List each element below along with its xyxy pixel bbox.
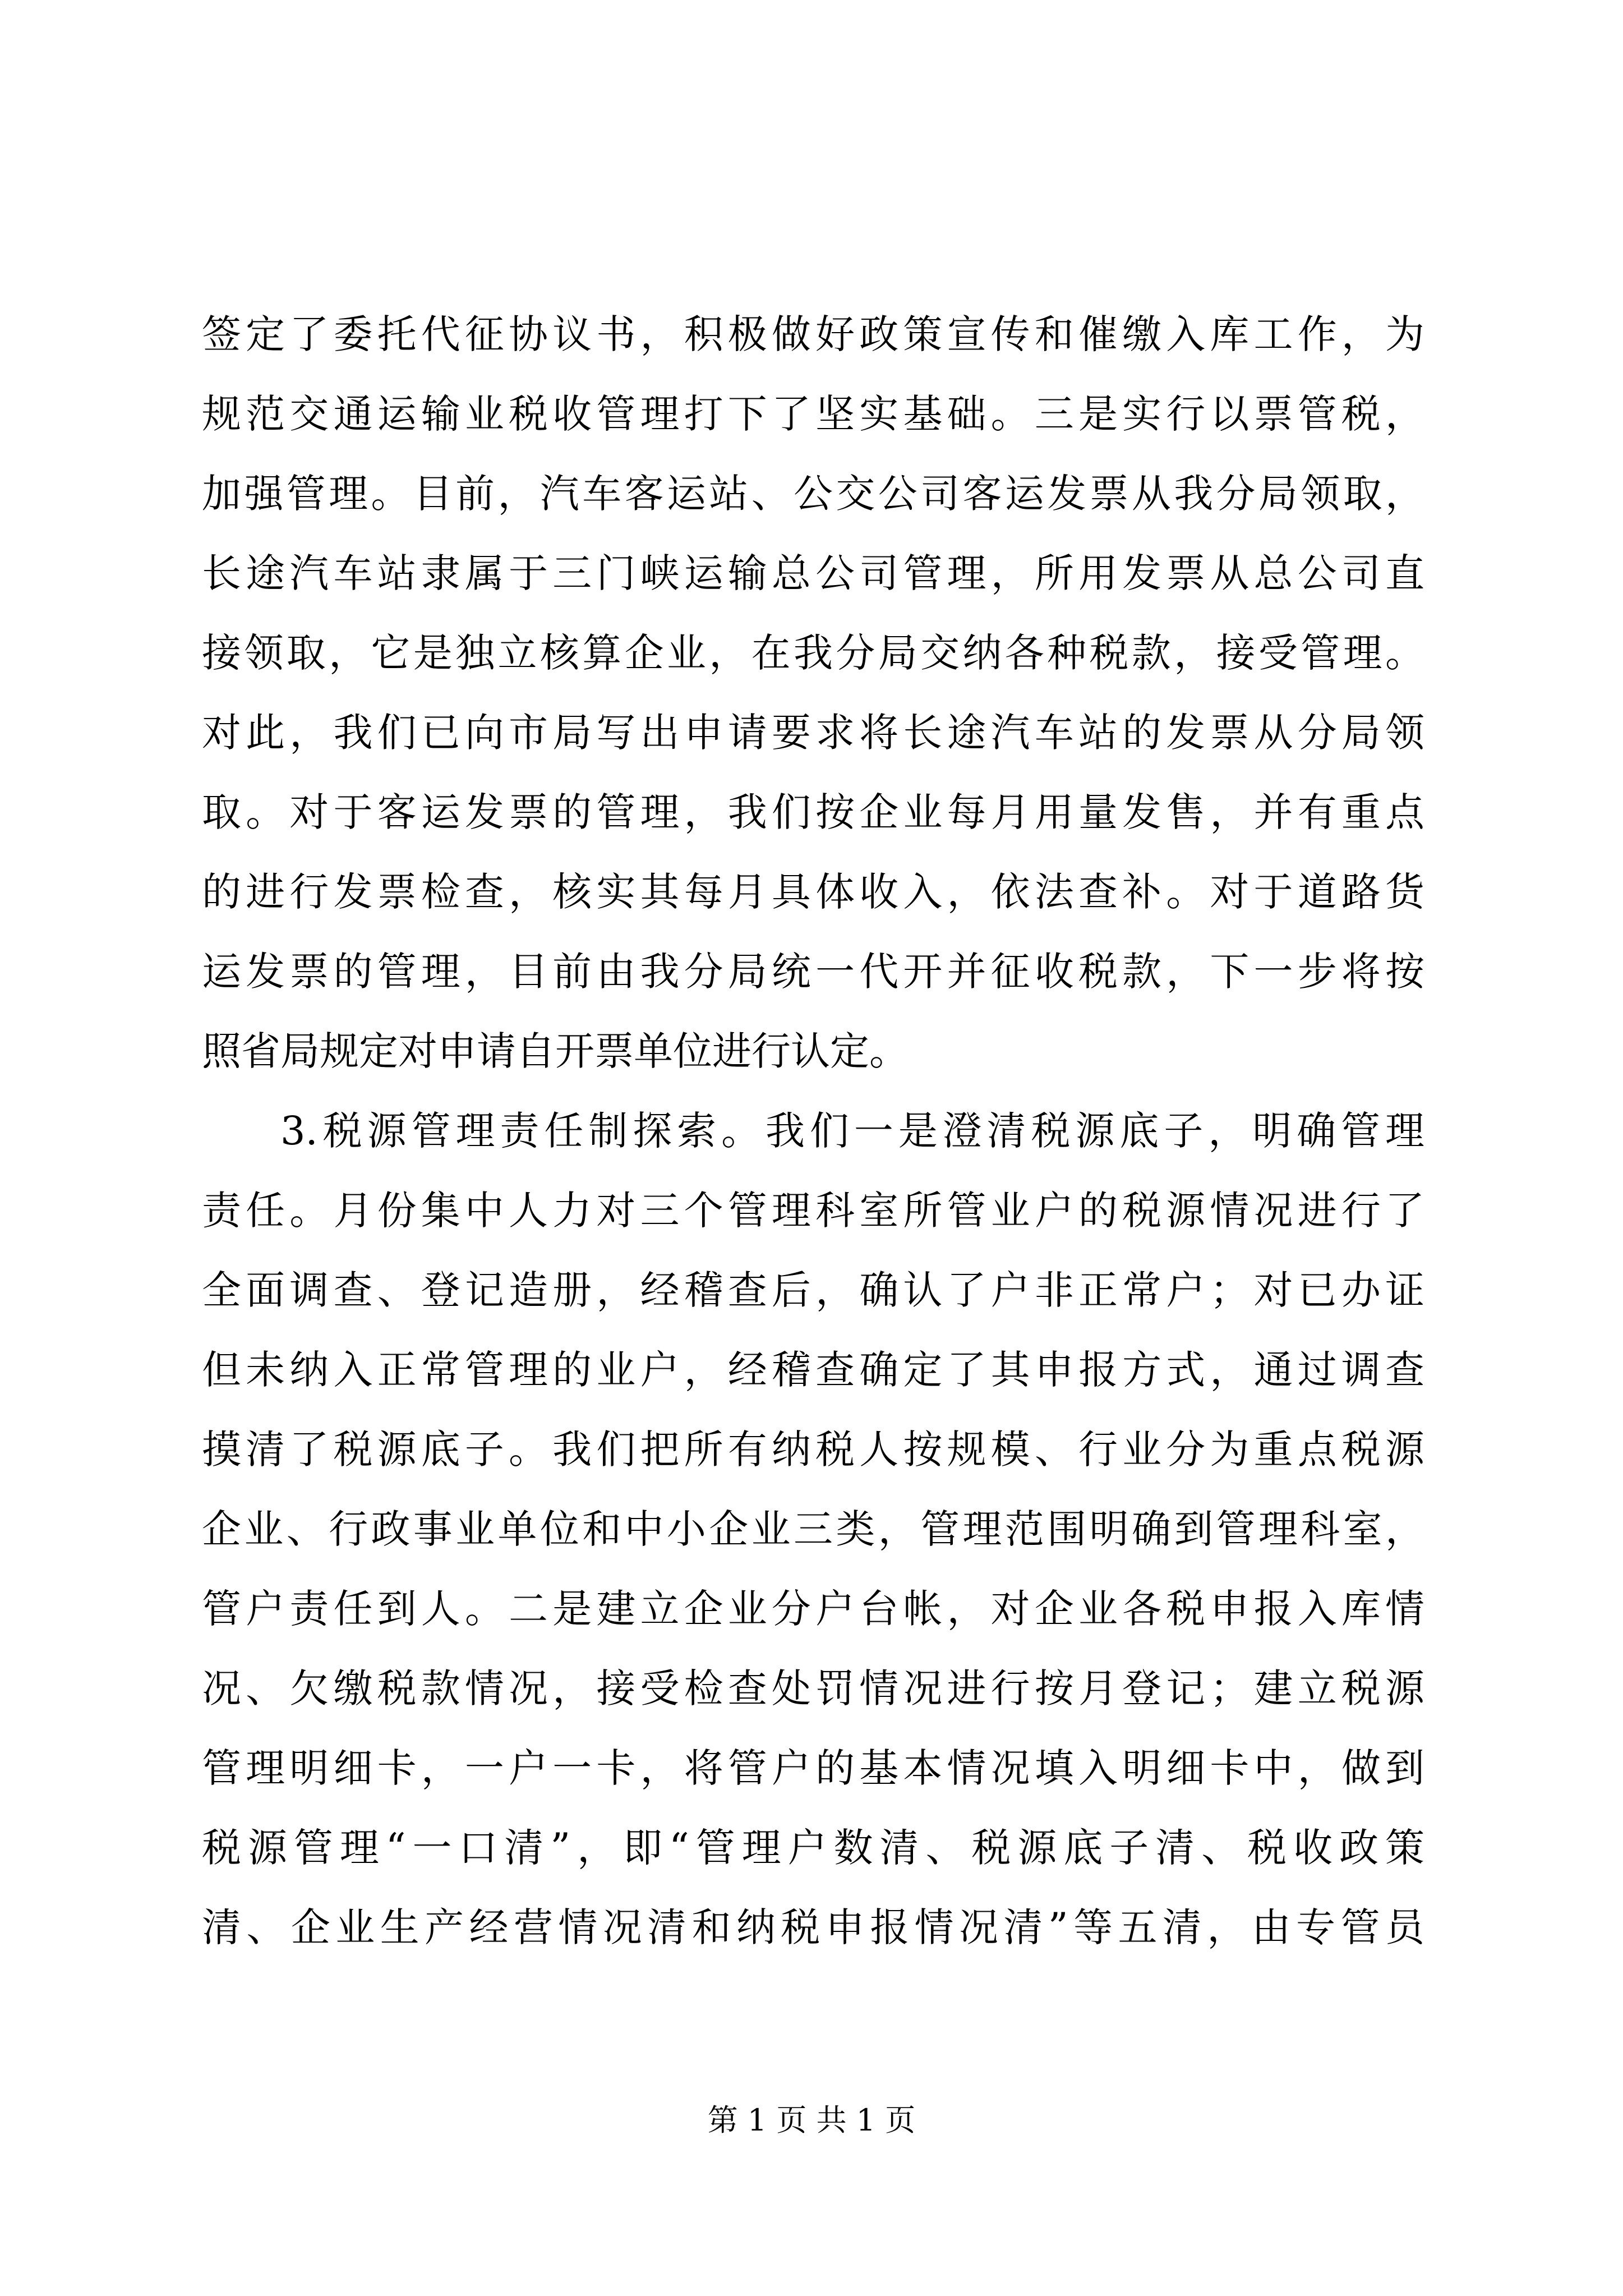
text-line: 规范交通运输业税收管理打下了坚实基础。三是实行以票管税， <box>202 391 1424 437</box>
text-line: 照省局规定对申请自开票单位进行认定。 <box>202 1028 909 1074</box>
text-line: 管户责任到人。二是建立企业分户台帐，对企业各税申报入库情 <box>202 1586 1424 1632</box>
text-line: 清、企业生产经营情况清和纳税申报情况清”等五清，由专管员 <box>202 1904 1424 1950</box>
text-line: 取。对于客运发票的管理，我们按企业每月用量发售，并有重点 <box>202 789 1424 835</box>
text-line: 摸清了税源底子。我们把所有纳税人按规模、行业分为重点税源 <box>202 1427 1424 1473</box>
text-line: 全面调查、登记造册，经稽查后，确认了户非正常户；对已办证 <box>202 1267 1424 1313</box>
page-footer: 第 1 页 共 1 页 <box>707 2102 916 2138</box>
text-line: 运发票的管理，目前由我分局统一代开并征收税款，下一步将按 <box>202 949 1424 995</box>
text-line: 责任。月份集中人力对三个管理科室所管业户的税源情况进行了 <box>202 1188 1424 1234</box>
text-line: 加强管理。目前，汽车客运站、公交公司客运发票从我分局领取， <box>202 471 1424 517</box>
paragraph-start-line: 3.税源管理责任制探索。我们一是澄清税源底子，明确管理 <box>280 1108 1424 1154</box>
text-line: 对此，我们已向市局写出申请要求将长途汽车站的发票从分局领 <box>202 710 1424 756</box>
text-line: 接领取，它是独立核算企业，在我分局交纳各种税款，接受管理。 <box>202 630 1424 676</box>
text-line: 况、欠缴税款情况，接受检查处罚情况进行按月登记；建立税源 <box>202 1665 1424 1711</box>
text-line: 企业、行政事业单位和中小企业三类，管理范围明确到管理科室， <box>202 1506 1424 1552</box>
text-line: 但未纳入正常管理的业户，经稽查确定了其申报方式，通过调查 <box>202 1347 1424 1393</box>
text-line: 签定了委托代征协议书，积极做好政策宣传和催缴入库工作，为 <box>202 311 1424 357</box>
text-line: 长途汽车站隶属于三门峡运输总公司管理，所用发票从总公司直 <box>202 550 1424 596</box>
text-line: 税源管理“一口清”，即“管理户数清、税源底子清、税收政策 <box>202 1825 1424 1871</box>
document-body <box>202 295 1424 1967</box>
text-line: 的进行发票检查，核实其每月具体收入，依法查补。对于道路货 <box>202 869 1424 915</box>
text-line: 管理明细卡，一户一卡，将管户的基本情况填入明细卡中，做到 <box>202 1745 1424 1791</box>
